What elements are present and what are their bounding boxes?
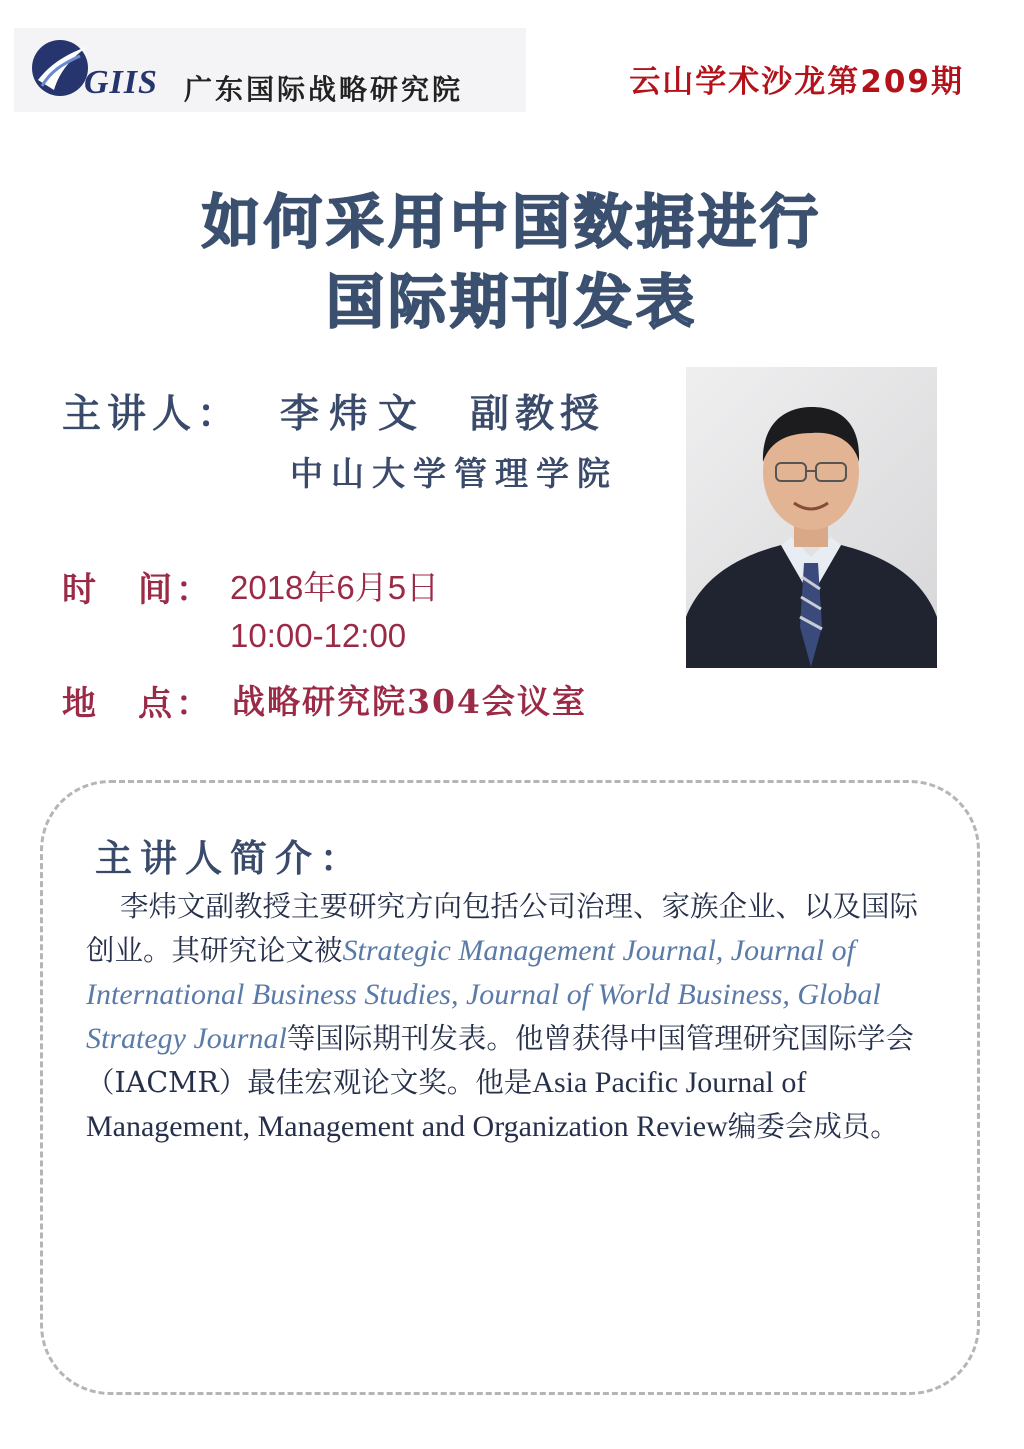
event-hours: 10:00-12:00: [230, 617, 407, 654]
event-date: 2018年6月5日: [230, 569, 440, 606]
bio-text-3: （IACMR）最佳宏观论文奖。他是: [86, 1066, 533, 1099]
bio-editorial-journals: Asia Pacific Journal of Management, Management and Organization Review: [86, 1066, 807, 1143]
time-label: 时 间：: [62, 570, 214, 610]
speaker-portrait-icon: [686, 367, 937, 668]
institute-name: 广东国际战略研究院: [184, 73, 464, 106]
speaker-title: 副教授: [470, 391, 606, 437]
bio-text-2: 等国际期刊发表。他曾获得中国管理研究国际学会: [286, 1022, 914, 1055]
speaker-name: 李炜文: [280, 391, 428, 437]
lecture-title-line1: 如何采用中国数据进行: [201, 188, 822, 256]
lecture-title-line2: 国际期刊发表: [325, 268, 698, 336]
speaker-affiliation: 中山大学管理学院: [290, 454, 618, 493]
bio-journals: Strategic Management Journal, Journal of International Business Studies, Journal of World Business, Global Strategy Journal: [86, 934, 881, 1055]
event-venue: 战略研究院304会议室: [232, 682, 587, 721]
bio-text-4: 编委会成员。: [727, 1110, 899, 1143]
logo-abbreviation: GIIS: [84, 64, 158, 101]
speaker-label: 主讲人：: [62, 391, 243, 437]
place-label: 地 点：: [62, 684, 214, 724]
institute-logo: [14, 28, 526, 112]
bio-paragraph: [86, 885, 946, 1149]
bio-heading: 主讲人简介：: [95, 836, 365, 880]
salon-issue-label: 云山学术沙龙第209期: [629, 64, 964, 100]
bio-text-1: 李炜文副教授主要研究方向包括公司治理、家族企业、以及国际创业。其研究论文被: [86, 890, 919, 967]
speaker-photo: [686, 367, 937, 668]
globe-logo-icon: [28, 36, 92, 100]
